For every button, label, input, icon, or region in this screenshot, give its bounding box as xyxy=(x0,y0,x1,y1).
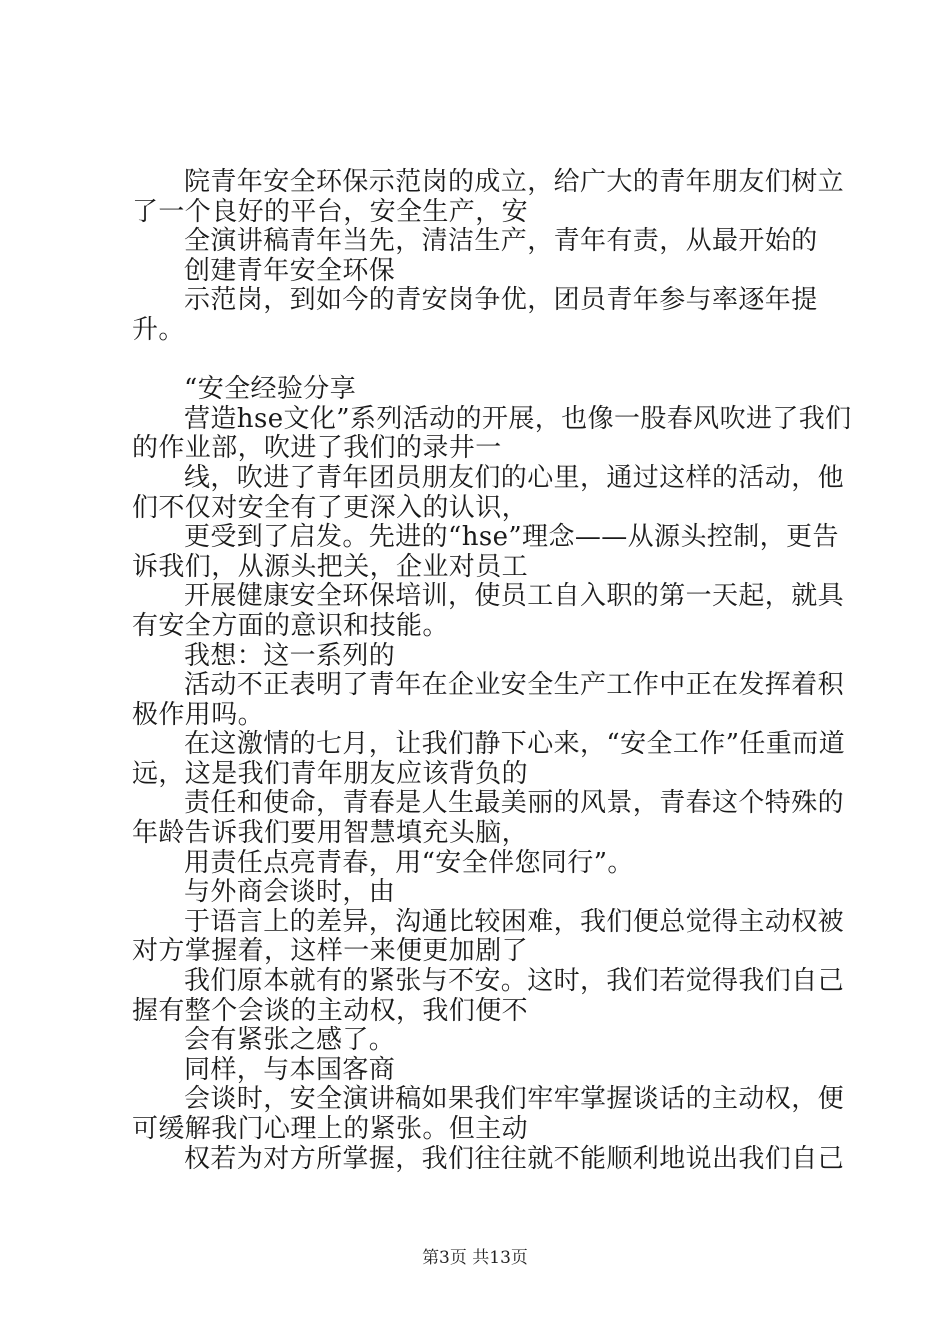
paragraph: 开展健康安全环保培训，使员工自入职的第一天起，就具有安全方面的意识和技能。 xyxy=(132,581,845,641)
paragraph: 与外商会谈时，由 xyxy=(184,877,396,908)
paragraph: 院青年安全环保示范岗的成立，给广大的青年朋友们树立了一个良好的平台，安全生产，安 xyxy=(132,167,845,227)
paragraph: 创建青年安全环保 xyxy=(184,255,396,286)
paragraph: 权若为对方所掌握，我们往往就不能顺利地说出我们自己 xyxy=(184,1143,845,1174)
paragraph: 责任和使命，青春是人生最美丽的风景，青春这个特殊的年龄告诉我们要用智慧填充头脑， xyxy=(132,788,845,849)
paragraph: 我们原本就有的紧张与不安。这时，我们若觉得我们自己握有整个会谈的主动权，我们便不 xyxy=(132,966,845,1026)
paragraph: 全演讲稿青年当先，清洁生产，青年有责，从最开始的 xyxy=(184,226,818,257)
paragraph: 示范岗，到如今的青安岗争优，团员青年参与率逐年提升。 xyxy=(132,285,818,345)
paragraph: 在这激情的七月，让我们静下心来，“安全工作”任重而道远，这是我们青年朋友应该背负的 xyxy=(132,729,845,789)
paragraph: 活动不正表明了青年在企业安全生产工作中正在发挥着积极作用吗。 xyxy=(132,670,845,730)
paragraph: 用责任点亮青春，用“安全伴您同行”。 xyxy=(184,847,634,878)
paragraph: 营造hse文化”系列活动的开展，也像一股春风吹进了我们的作业部，吹进了我们的录井一 xyxy=(132,403,852,464)
paragraph: 同样，与本国客商 xyxy=(184,1054,396,1085)
paragraph: 我想：这一系列的 xyxy=(184,640,396,671)
paragraph: “安全经验分享 xyxy=(184,374,357,405)
document-body xyxy=(132,168,852,1174)
paragraph: 线，吹进了青年团员朋友们的心里，通过这样的活动，他们不仅对安全有了更深入的认识， xyxy=(132,462,845,523)
page-number-footer: 第3页 共13页 xyxy=(422,1248,528,1268)
paragraph: 会谈时，安全演讲稿如果我们牢牢掌握谈话的主动权，便可缓解我门心理上的紧张。但主动 xyxy=(132,1084,845,1144)
paragraph: 会有紧张之感了。 xyxy=(184,1025,396,1056)
paragraph: 于语言上的差异，沟通比较困难，我们便总觉得主动权被对方掌握着，这样一来便更加剧了 xyxy=(132,906,845,967)
paragraph: 更受到了启发。先进的“hse”理念——从源头控制，更告诉我们，从源头把关，企业对员工 xyxy=(132,522,839,582)
